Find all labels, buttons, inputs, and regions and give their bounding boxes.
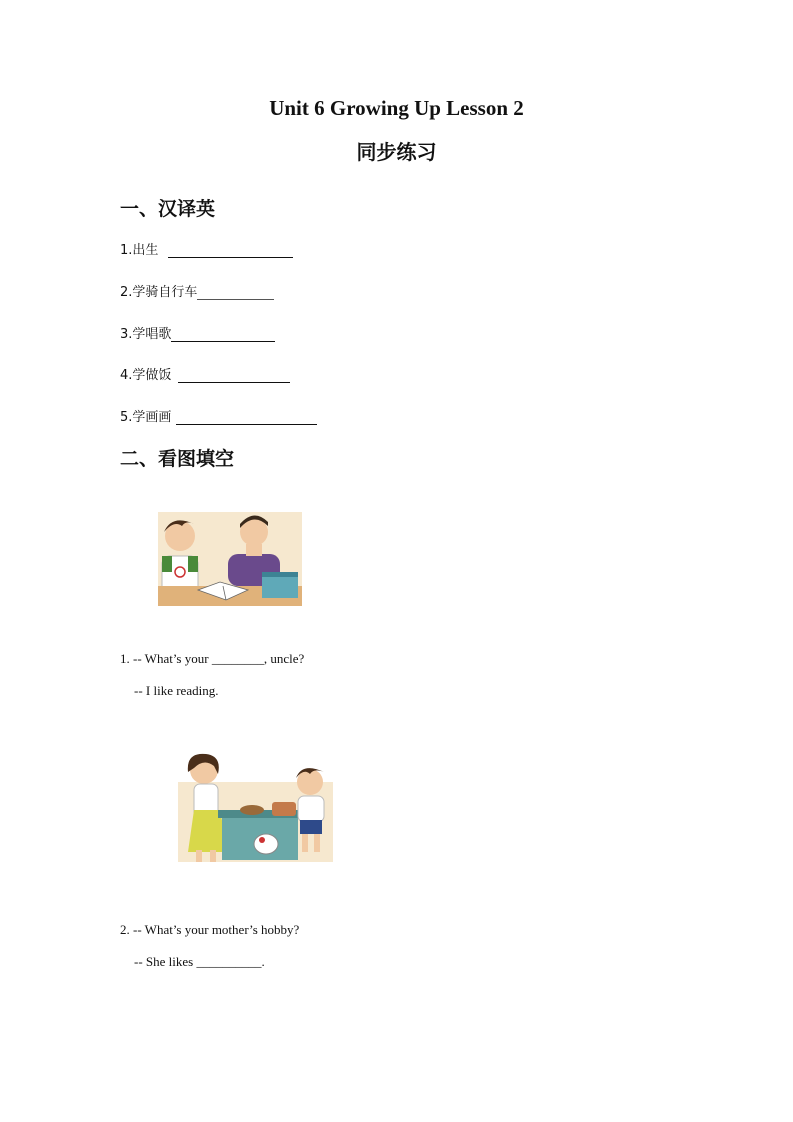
answer-blank[interactable] [178,368,290,383]
answer-1: -- I like reading. [134,683,219,698]
section-heading-translate: 一、汉译英 [120,198,216,220]
question-1: 1. -- What’s your ________, uncle? [120,651,305,666]
boy-and-uncle-reading-illustration [158,512,302,606]
translate-item-2 [120,280,274,300]
answer-blank[interactable] [176,410,317,425]
translate-item-label: 3.学唱歌 [120,327,172,342]
translate-item-label: 4.学做饭 [120,368,172,383]
translate-item-label: 2.学骑自行车 [120,285,198,300]
mother-and-boy-cooking-illustration [178,752,333,862]
translate-item-5 [120,405,317,425]
answer-blank[interactable] [171,327,275,342]
question-2: 2. -- What’s your mother’s hobby? [120,922,300,937]
translate-item-3 [120,322,275,342]
answer-blank[interactable] [197,285,274,300]
answer-2: -- She likes __________. [134,954,265,969]
translate-item-4 [120,363,290,383]
section-heading-fill-blank: 二、看图填空 [120,448,235,470]
translate-item-label: 5.学画画 [120,410,172,425]
translate-item-label: 1.出生 [120,243,159,258]
page-subtitle: 同步练习 [356,140,437,164]
page-title: Unit 6 Growing Up Lesson 2 [269,96,524,120]
translate-item-1 [120,238,293,258]
answer-blank[interactable] [168,243,293,258]
